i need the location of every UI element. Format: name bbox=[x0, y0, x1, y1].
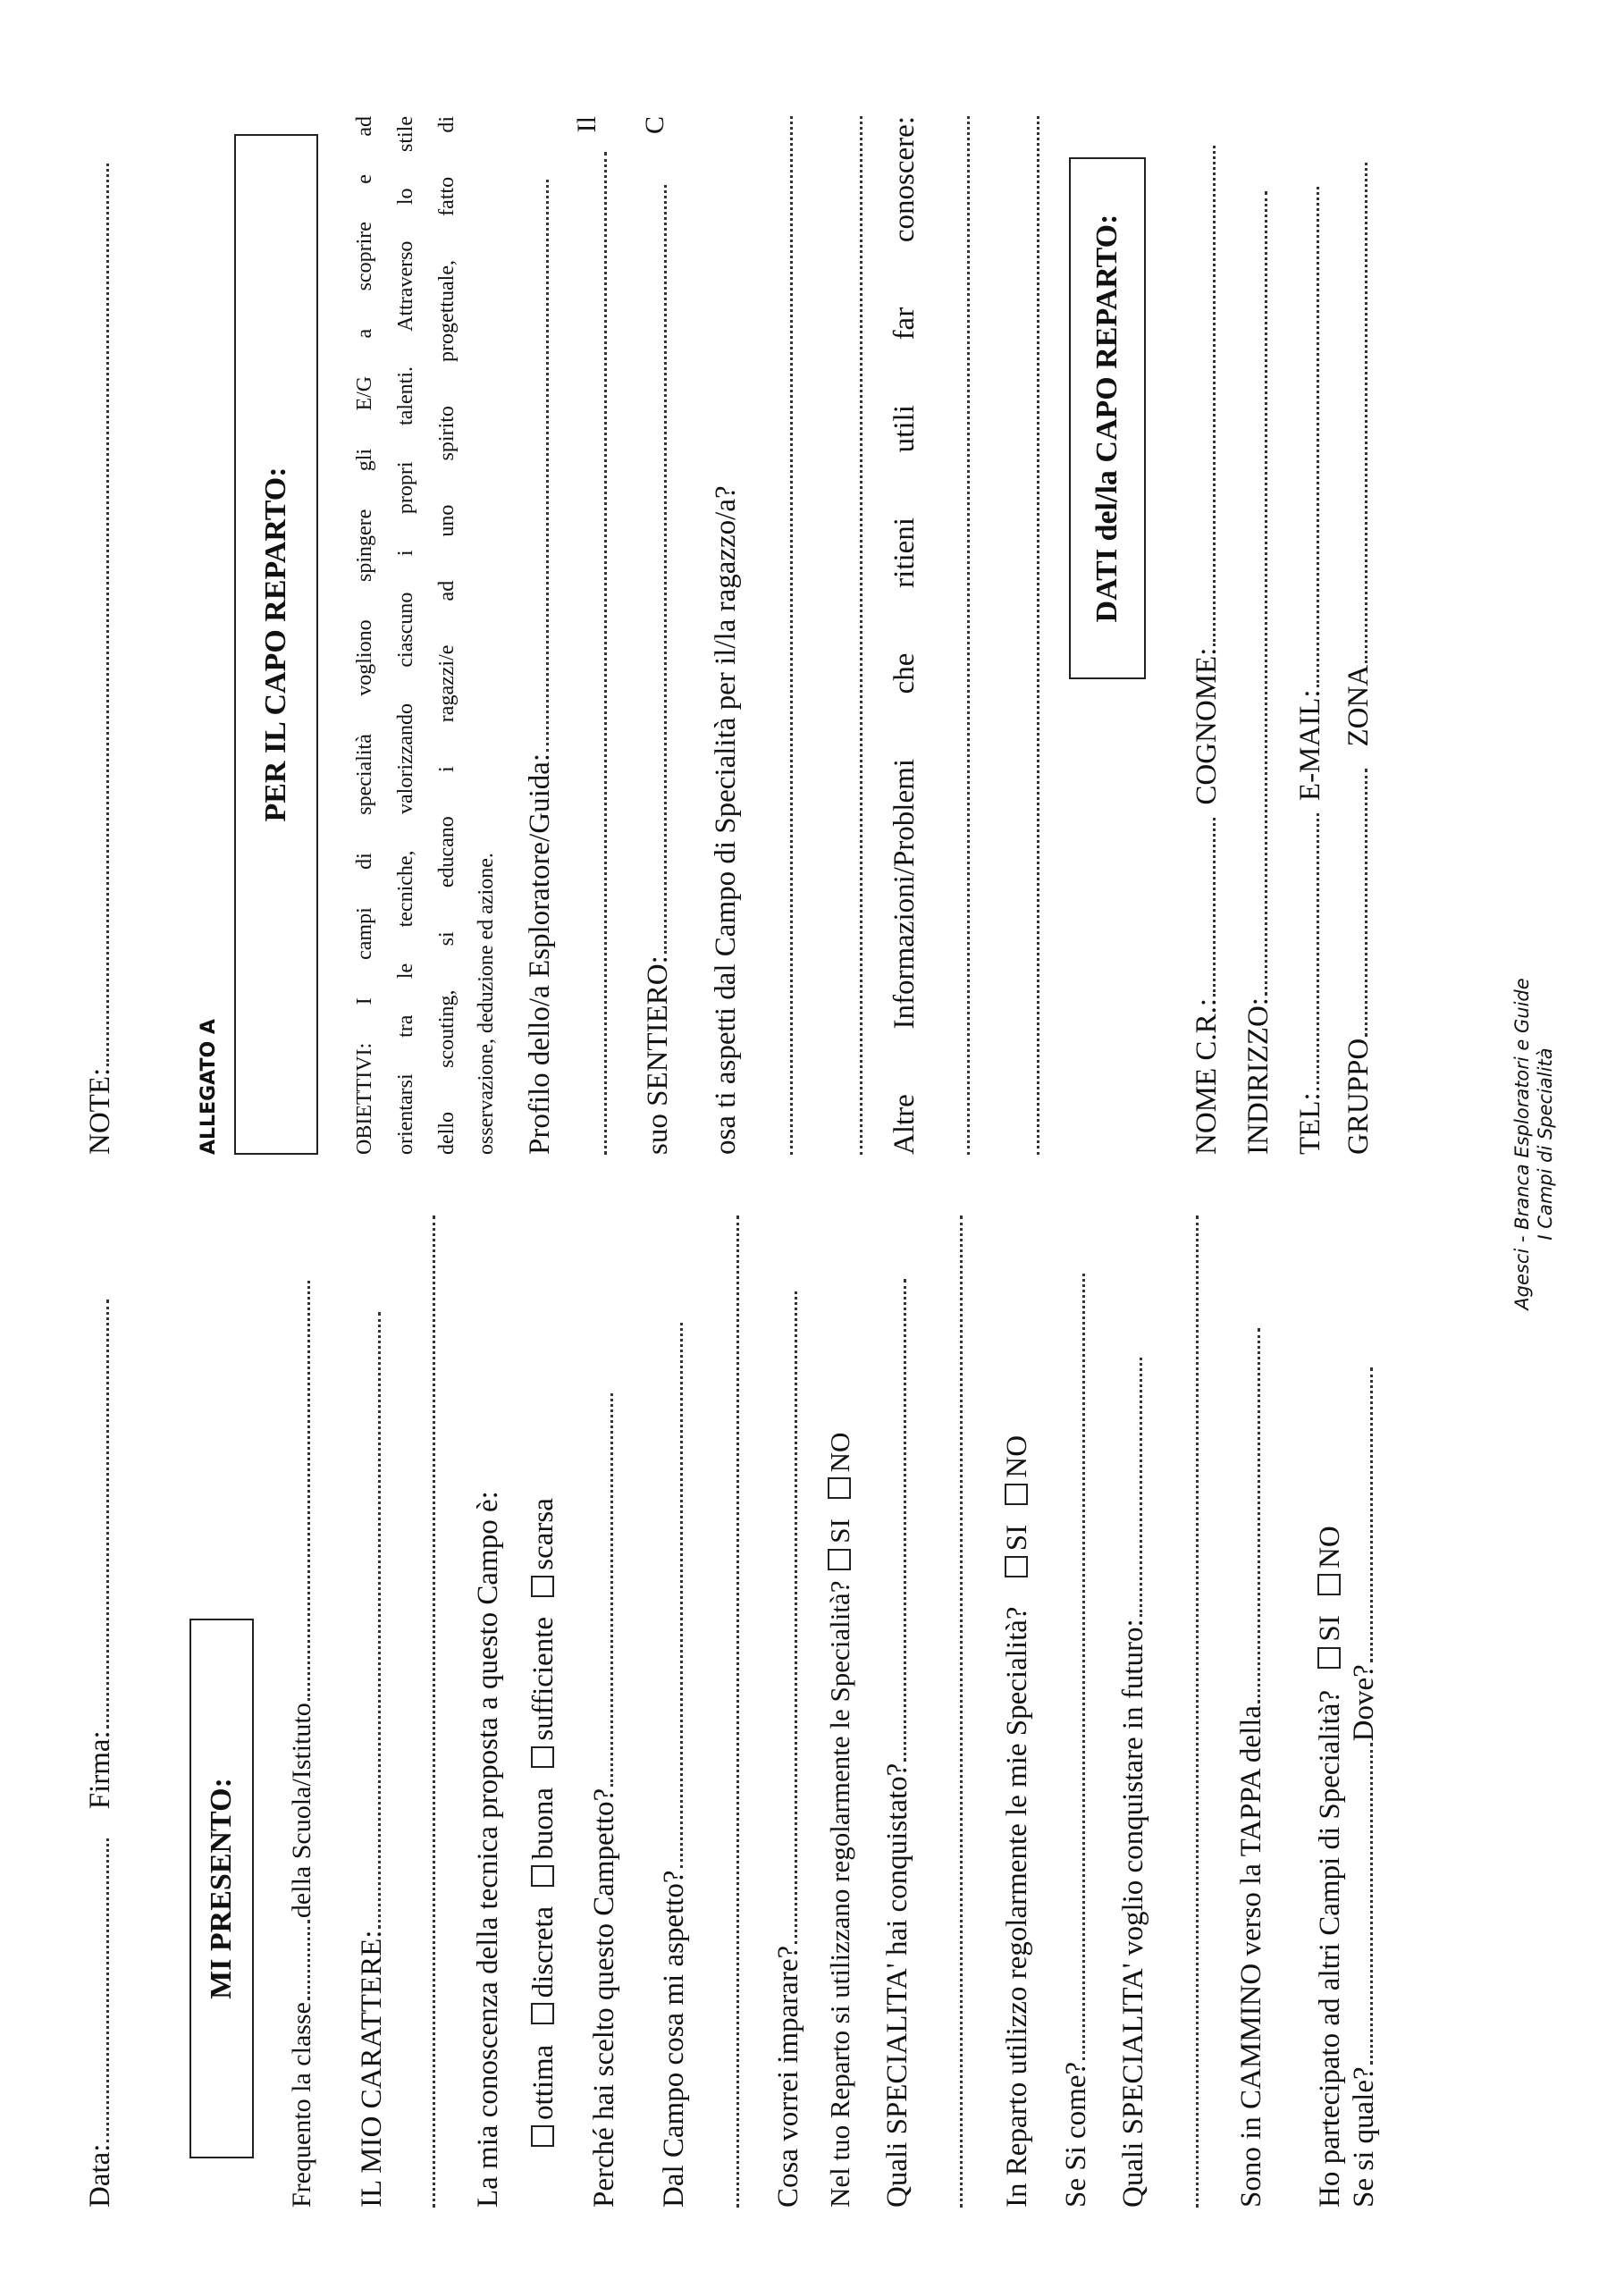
mi-presento-column bbox=[0, 1216, 1624, 2208]
footer-line-1: Agesci - Branca Esploratori e Guide bbox=[1511, 978, 1533, 1310]
nome-cognome-row bbox=[1189, 116, 1224, 1155]
allegato-label: ALLEGATO A bbox=[198, 1019, 220, 1155]
profilo-extra-line[interactable] bbox=[597, 152, 607, 1155]
utilizzo-label: In Reparto utilizzo regolarmente le mie Specialità? bbox=[1001, 1606, 1033, 2208]
imparare-field[interactable] bbox=[789, 1291, 797, 1944]
zona-field[interactable] bbox=[1359, 163, 1367, 663]
obiettivi-line-1: OBIETTIVI: I campi di specialità vogliono spingere gli E/G a scoprire e ad bbox=[353, 116, 376, 1155]
gruppo-field[interactable] bbox=[1359, 769, 1367, 1037]
altri-campi-no-label: NO bbox=[1314, 1526, 1346, 1569]
cognome-field[interactable] bbox=[1207, 146, 1216, 646]
discreta-label: discreta bbox=[527, 1905, 560, 1998]
scuola-label: della Scuola/Istituto bbox=[287, 1703, 316, 1919]
carattere-row bbox=[354, 1216, 390, 2208]
profilo-label: Profilo dello/a Esploratore/Guida: bbox=[524, 753, 556, 1155]
gruppo-label: GRUPPO bbox=[1342, 1038, 1375, 1155]
aspetto-field[interactable] bbox=[675, 1323, 683, 1868]
tappa-field[interactable] bbox=[1252, 1328, 1260, 1703]
aspetti-line-2[interactable] bbox=[853, 116, 862, 1155]
conquistato-field[interactable] bbox=[898, 1279, 906, 1762]
nome-label: NOME C.R.: bbox=[1191, 997, 1223, 1155]
imparare-row bbox=[770, 1216, 806, 2208]
indirizzo-field[interactable] bbox=[1259, 191, 1267, 996]
aspetto-label: Dal Campo cosa mi aspetto? bbox=[658, 1870, 690, 2208]
si-come-label: Se Si come? bbox=[1060, 2061, 1092, 2208]
data-field[interactable] bbox=[101, 1838, 109, 2142]
email-field[interactable] bbox=[1311, 187, 1319, 687]
utilizzo-no-label: NO bbox=[1001, 1434, 1033, 1478]
sentiero-field[interactable] bbox=[659, 185, 667, 954]
note-row bbox=[82, 116, 118, 1155]
futuro-label: Quali SPECIALITA' voglio conquistare in futuro: bbox=[1117, 1619, 1149, 2208]
reparto-no-label: NO bbox=[824, 1432, 855, 1473]
altre-info-line-2[interactable] bbox=[1030, 116, 1039, 1155]
frequento-label: Frequento la classe bbox=[287, 2002, 316, 2208]
aspetti-line-1[interactable] bbox=[783, 116, 793, 1155]
sentiero-label: suo SENTIERO: bbox=[642, 955, 674, 1155]
profilo-field[interactable] bbox=[541, 180, 549, 752]
reparto-specialita-label: Nel tuo Reparto si utilizzano regolarmente le Specialità? bbox=[824, 1580, 855, 2208]
quale-field[interactable] bbox=[1365, 1743, 1373, 2065]
ottima-checkbox[interactable] bbox=[531, 2125, 554, 2147]
capo-reparto-column bbox=[0, 116, 1624, 1155]
altri-campi-row bbox=[1312, 1216, 1348, 2208]
scarsa-checkbox[interactable] bbox=[531, 1576, 554, 1597]
futuro-extra-line[interactable] bbox=[1189, 1216, 1199, 2208]
si-come-field[interactable] bbox=[1077, 1274, 1085, 2060]
discreta-checkbox[interactable] bbox=[531, 2003, 554, 2024]
capo-reparto-title: PER IL CAPO REPARTO: bbox=[234, 134, 318, 1155]
altre-info-label: Altre Informazioni/Problemi che ritieni utili far conoscere: bbox=[888, 116, 921, 1155]
cammino-label: Sono in CAMMINO verso la TAPPA della bbox=[1235, 1704, 1267, 2208]
conquistato-extra-line[interactable] bbox=[953, 1216, 963, 2208]
carattere-extra-line[interactable] bbox=[425, 1216, 435, 2208]
tel-field[interactable] bbox=[1311, 813, 1319, 1090]
obiettivi-line-2: orientarsi tra le tecniche, valorizzando ciascuno i propri talenti. Attraverso lo stile bbox=[394, 116, 417, 1155]
classe-field[interactable] bbox=[302, 1920, 310, 2000]
altri-campi-label: Ho partecipato ad altri Campi di Specialità? bbox=[1314, 1689, 1346, 2208]
altri-campi-si-checkbox[interactable] bbox=[1317, 1647, 1341, 1669]
dati-capo-title: DATI del/la CAPO REPARTO: bbox=[1069, 157, 1146, 679]
utilizzo-row bbox=[999, 1216, 1035, 2208]
aspetto-extra-line[interactable] bbox=[729, 1216, 739, 2208]
futuro-field[interactable] bbox=[1134, 1358, 1142, 1617]
footer bbox=[1510, 912, 1557, 1376]
buona-label: buona bbox=[527, 1787, 560, 1860]
utilizzo-si-label: SI bbox=[1001, 1524, 1033, 1552]
aspetti-question: osa ti aspetti dal Campo di Specialità per il/la ragazzo/a? bbox=[710, 485, 742, 1155]
altri-campi-no-checkbox[interactable] bbox=[1317, 1574, 1341, 1595]
utilizzo-si-checkbox[interactable] bbox=[1005, 1556, 1028, 1577]
cognome-label: COGNOME: bbox=[1191, 647, 1223, 805]
scarsa-label: scarsa bbox=[527, 1498, 560, 1570]
dove-label: Dove? bbox=[1348, 1664, 1380, 1742]
conoscenza-question: La mia conoscenza della tecnica proposta a questo Campo è: bbox=[472, 1491, 504, 2208]
il-fragment: Il bbox=[572, 116, 602, 133]
reparto-si-checkbox[interactable] bbox=[828, 1549, 851, 1570]
sufficiente-label: sufficiente bbox=[527, 1616, 560, 1741]
tel-email-row bbox=[1292, 116, 1328, 1155]
si-come-row bbox=[1058, 1216, 1094, 2208]
c-fragment: C bbox=[640, 116, 669, 135]
rating-options bbox=[526, 1216, 561, 2208]
note-field[interactable] bbox=[101, 164, 109, 1066]
obiettivi-line-4: osservazione, deduzione ed azione. bbox=[475, 853, 498, 1155]
altri-campi-si-label: SI bbox=[1314, 1615, 1346, 1642]
mi-presento-title: MI PRESENTO: bbox=[189, 1619, 254, 2158]
frequento-row bbox=[284, 1216, 320, 2208]
note-label: NOTE: bbox=[84, 1067, 116, 1155]
se-si-quale-label: Se si quale? bbox=[1348, 2066, 1380, 2208]
nome-field[interactable] bbox=[1207, 818, 1216, 997]
perche-field[interactable] bbox=[605, 1393, 613, 1787]
email-label: E-MAIL: bbox=[1294, 689, 1326, 802]
firma-field[interactable] bbox=[101, 1300, 109, 1729]
indirizzo-row bbox=[1241, 116, 1276, 1155]
dove-field[interactable] bbox=[1365, 1367, 1373, 1662]
se-si-quale-row bbox=[1346, 1216, 1382, 2208]
aspetto-row bbox=[656, 1216, 692, 2208]
zona-label: ZONA bbox=[1342, 664, 1375, 747]
altre-info-line-1[interactable] bbox=[960, 116, 970, 1155]
carattere-label: IL MIO CARATTERE: bbox=[356, 1930, 388, 2208]
obiettivi-line-3: dello scouting, si educano i ragazzi/e ad uno spirito progettuale, fatto di bbox=[435, 116, 459, 1155]
imparare-label: Cosa vorrei imparare? bbox=[772, 1945, 804, 2208]
indirizzo-label: INDIRIZZO: bbox=[1242, 997, 1275, 1155]
profilo-row bbox=[522, 116, 558, 1155]
perche-row bbox=[586, 1216, 622, 2208]
conquistato-row bbox=[879, 1216, 915, 2208]
cammino-row bbox=[1233, 1216, 1269, 2208]
sufficiente-checkbox[interactable] bbox=[531, 1746, 554, 1768]
reparto-no-checkbox[interactable] bbox=[828, 1477, 851, 1499]
data-label: Data: bbox=[84, 2143, 116, 2208]
reparto-si-label: SI bbox=[824, 1518, 855, 1544]
ottima-label: ottima bbox=[527, 2044, 560, 2120]
futuro-row bbox=[1115, 1216, 1151, 2208]
carattere-field[interactable] bbox=[373, 1312, 381, 1929]
footer-line-2: I Campi di Specialità bbox=[1535, 1047, 1556, 1241]
data-firma-row bbox=[82, 1216, 118, 2208]
gruppo-zona-row bbox=[1341, 116, 1376, 1155]
scuola-field[interactable] bbox=[302, 1281, 310, 1701]
sentiero-row bbox=[640, 116, 676, 1155]
utilizzo-no-checkbox[interactable] bbox=[1005, 1484, 1028, 1505]
buona-checkbox[interactable] bbox=[531, 1865, 554, 1887]
conquistato-label: Quali SPECIALITA' hai conquistato? bbox=[881, 1762, 913, 2208]
firma-label: Firma: bbox=[84, 1730, 116, 1810]
perche-label: Perché hai scelto questo Campetto? bbox=[588, 1788, 620, 2208]
tel-label: TEL: bbox=[1294, 1092, 1326, 1155]
reparto-specialita-row bbox=[822, 1216, 858, 2208]
